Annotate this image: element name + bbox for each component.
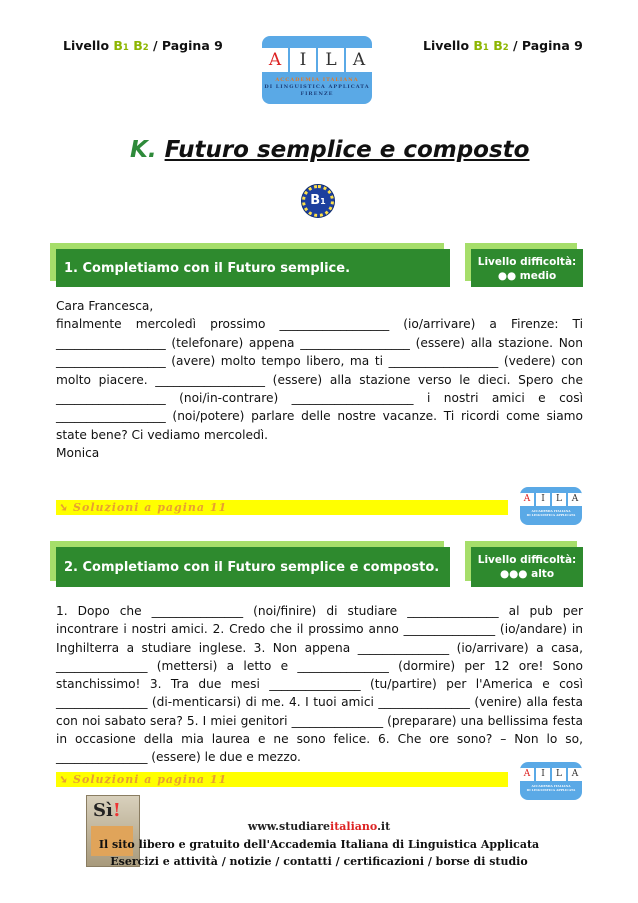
logo-letter: A	[262, 48, 288, 72]
logo-letter: A	[346, 48, 372, 72]
exercise-1-heading: 1. Completiamo con il Futuro semplice.	[56, 249, 450, 287]
header-level-right: Livello B1 B2 / Pagina 9	[423, 38, 583, 53]
book-cover-image: Sì!	[86, 795, 140, 867]
solutions-link-2[interactable]: ➘ Soluzioni a pagina 11	[56, 772, 508, 787]
solutions-link-1[interactable]: ➘ Soluzioni a pagina 11	[56, 500, 508, 515]
logo-line: ACCADEMIA ITALIANA	[275, 77, 359, 83]
footer-tagline: Il sito libero e gratuito dell'Accademia Italiana di Linguistica Applicata	[98, 838, 540, 851]
aila-logo	[262, 36, 372, 104]
logo-line: FIRENZE	[300, 91, 334, 97]
exercise-2-text: 1. Dopo che _______________ (noi/finire) di studiare _______________ al pub per incontrare i nostri amici. 2. Credo che il prossimo anno _______________ (io/andare) in Inghilterra a studiare inglese. 3. Non appena _______________ (io/arrivare) a casa, _______________ (mettersi) a letto e _______________ (dormire) per 12 ore! Sono stanchissimo! 3. Tra due mesi _______________ (tu/partire) per l'America e così _______________ (di-menticarsi) di me. 4. I tuoi amici _______________ (venire) alla festa con noi sabato sera? 5. I miei genitori _______________ (preparare) una bellissima festa in occasione della mia laurea e ne sono felice. 6. Che ore sono? – Non lo so, _______________ (essere) le due e mezzo.	[56, 604, 583, 765]
exercise-2-heading: 2. Completiamo con il Futuro semplice e composto.	[56, 547, 450, 587]
aila-logo-small: A I L A ACCADEMIA ITALIANA DI LINGUISTICA APPLICATA	[520, 762, 582, 800]
logo-letter: I	[290, 48, 316, 72]
logo-letter: L	[318, 48, 344, 72]
footer-url-link[interactable]: www.studiareitaliano.it	[247, 820, 391, 833]
exercise-1-text: Cara Francesca, finalmente mercoledì prossimo __________________ (io/arrivare) a Firenze: Ti __________________ (telefonare) appena __________________ (essere) alla stazione. Non __________________ (avere) molto tempo libero, ma ti __________________ (vedere) con molto piacere. __________________ (essere) alla stazione verso le dieci. Spero che __________________ (noi/in-contrare) ____________________ i nostri amici e così __________________ (noi/potere) parlare delle nostre vacanze. Ti ricordi come siamo state bene? Ci vediamo mercoledì. Monica	[56, 299, 583, 461]
page-title: K. Futuro semplice e composto	[130, 137, 530, 163]
level-badge-icon: B1	[301, 184, 335, 218]
exercise-2-difficulty: Livello difficoltà: ●●● alto	[471, 547, 583, 587]
logo-line: DI LINGUISTICA APPLICATA	[264, 84, 370, 90]
exercise-1-difficulty: Livello difficoltà: ●● medio	[471, 249, 583, 287]
aila-logo-small: A I L A ACCADEMIA ITALIANA DI LINGUISTICA APPLICATA	[520, 487, 582, 525]
footer-sections: Esercizi e attività / notizie / contatti / certificazioni / borse di studio	[110, 855, 528, 868]
header-level-left: Livello B1 B2 / Pagina 9	[63, 38, 223, 53]
